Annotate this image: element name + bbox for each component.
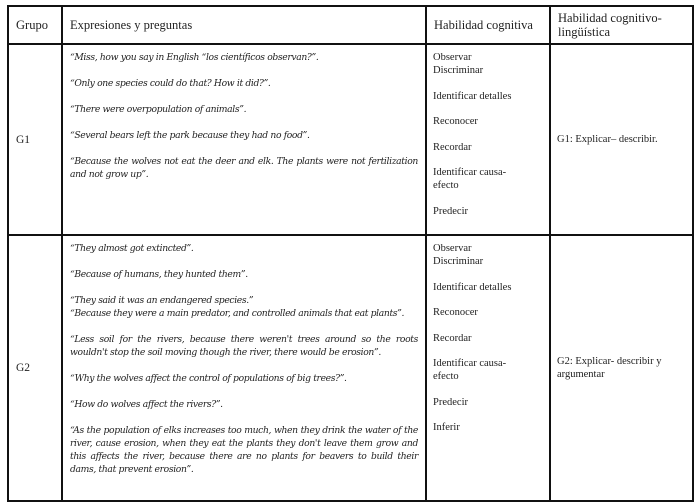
expression: “They almost got extincted”. xyxy=(70,243,194,254)
header-expresiones: Expresiones y preguntas xyxy=(62,6,426,44)
skill: Identificar detalles xyxy=(433,281,512,293)
expression: “There were overpopulation of animals”. xyxy=(70,104,247,115)
expression: “Less soil for the rivers, because there weren't trees around so the roots wouldn't stop the soil moving though the river, there would be erosion”. xyxy=(70,334,418,358)
skill: Observar xyxy=(433,52,472,63)
header-row xyxy=(8,6,693,44)
skills-cell xyxy=(426,235,550,501)
skill: Identificar causa-efecto xyxy=(433,167,507,191)
expression: “They said it was an endangered species.” xyxy=(70,295,254,306)
skill: Predecir xyxy=(433,396,468,408)
expression: “Because of humans, they hunted them”. xyxy=(70,269,248,280)
header-habilidad-cognitiva: Habilidad cognitiva xyxy=(426,6,550,44)
linguistic-skill: G1: Explicar– describir. xyxy=(550,44,693,235)
skill: Reconocer xyxy=(433,307,478,318)
expression: “As the population of elks increases too much, when they drink the water of the river, cause erosion, when they eat the plants they don't leave them grow and this affects the river, because there are no plants for beavers to build their dams, that prevent erosion”. xyxy=(70,425,418,475)
linguistic-skill: G2: Explicar- describir y argumentar xyxy=(550,235,693,501)
skill: Discriminar xyxy=(433,65,484,76)
skill: Inferir xyxy=(433,422,460,433)
group-label: G2 xyxy=(8,235,62,501)
skill: Discriminar xyxy=(433,256,484,267)
skills-table xyxy=(7,5,694,502)
header-habilidad-linguistica: Habilidad cognitivo-lingüística xyxy=(550,6,693,44)
expression: “Because they were a main predator, and controlled animals that eat plants”. xyxy=(70,308,405,319)
skills-cell xyxy=(426,44,550,235)
skill: Identificar causa-efecto xyxy=(433,358,507,382)
expression: “Miss, how you say in English “los científicos observan?”. xyxy=(70,52,319,63)
table-row xyxy=(8,235,693,501)
group-label: G1 xyxy=(8,44,62,235)
expressions-cell xyxy=(62,235,426,501)
expression: “How do wolves affect the rivers?”. xyxy=(70,399,223,410)
skill: Reconocer xyxy=(433,116,478,127)
header-grupo: Grupo xyxy=(8,6,62,44)
expression: “Because the wolves not eat the deer and elk. The plants were not fertilization and not grow up”. xyxy=(70,156,418,180)
expressions-cell xyxy=(62,44,426,235)
skill: Predecir xyxy=(433,205,468,217)
expression: “Why the wolves affect the control of populations of big trees?”. xyxy=(70,373,347,384)
expression: “Only one species could do that? How it did?”. xyxy=(70,78,271,89)
skill: Identificar detalles xyxy=(433,90,512,102)
expression: “Several bears left the park because they had no food”. xyxy=(70,130,310,141)
skill: Observar xyxy=(433,243,472,254)
skill: Recordar xyxy=(433,332,472,344)
table-row xyxy=(8,44,693,235)
skill: Recordar xyxy=(433,141,472,153)
